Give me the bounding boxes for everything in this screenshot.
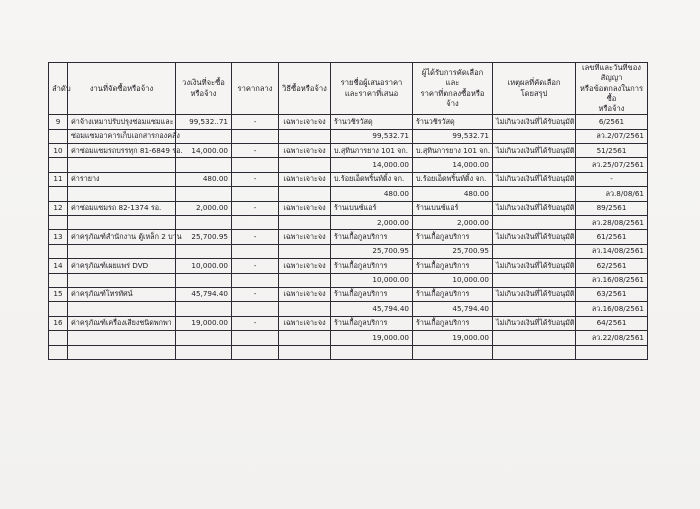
row-bidder: บ.ร้อยเอ็ดพริ้นท์ติ้ง จก. (331, 172, 413, 186)
empty-cell (49, 345, 68, 359)
empty-cell (176, 345, 232, 359)
row-bidder: ร้านเกื้อกูลบริการ (331, 287, 413, 301)
header-line: วงเงินที่จะซื้อ (182, 78, 225, 88)
table-body (49, 115, 648, 360)
row-budget: 99,532..71 (176, 115, 232, 129)
row-item: ค่าซ่อมแซมรถบรรทุก 81-6849 รอ. (68, 144, 176, 158)
row-winner: ร้านเกื้อกูลบริการ (413, 259, 493, 273)
row-bid-price: 19,000.00 (331, 331, 413, 345)
row-item-cont (68, 273, 176, 287)
table-row-detail (49, 273, 648, 287)
row-method: เฉพาะเจาะจง (279, 172, 331, 186)
row-median: - (232, 316, 279, 330)
header-line: งานที่จัดซื้อหรือจ้าง (89, 83, 154, 93)
row-win-price: 10,000.00 (413, 273, 493, 287)
table-row (49, 259, 648, 273)
row-reason-blank (493, 273, 576, 287)
row-bidder: ร้านเบนซ์แอร์ (331, 201, 413, 215)
row-bid-price: 2,000.00 (331, 215, 413, 229)
row-contract-date: ลว.14/08/2561 (576, 244, 648, 258)
row-contract-no: - (576, 172, 648, 186)
row-no: 14 (49, 259, 68, 273)
row-reason: ไม่เกินวงเงินที่ได้รับอนุมัติ (493, 172, 576, 186)
col-header-budget (176, 63, 232, 115)
row-winner: ร้านเกื้อกูลบริการ (413, 230, 493, 244)
row-median: - (232, 287, 279, 301)
row-bid-price: 45,794.40 (331, 302, 413, 316)
row-contract-no: 6/2561 (576, 115, 648, 129)
row-method-blank (279, 129, 331, 143)
row-budget: 10,000.00 (176, 259, 232, 273)
row-method-blank (279, 158, 331, 172)
row-no-blank (49, 244, 68, 258)
row-contract-no: 62/2561 (576, 259, 648, 273)
row-item-cont (68, 215, 176, 229)
row-item-cont (68, 302, 176, 316)
row-bid-price: 10,000.00 (331, 273, 413, 287)
row-budget: 2,000.00 (176, 201, 232, 215)
table-row (49, 201, 648, 215)
row-item-cont (68, 187, 176, 201)
table-row (49, 316, 648, 330)
empty-cell (279, 345, 331, 359)
row-method: เฉพาะเจาะจง (279, 201, 331, 215)
row-no-blank (49, 302, 68, 316)
table-row-detail (49, 187, 648, 201)
empty-cell (232, 345, 279, 359)
row-win-price: 2,000.00 (413, 215, 493, 229)
row-bid-price: 480.00 (331, 187, 413, 201)
row-win-price: 19,000.00 (413, 331, 493, 345)
row-budget-blank (176, 215, 232, 229)
col-header-reason (493, 63, 576, 115)
row-method-blank (279, 302, 331, 316)
header-line: หรือข้อตกลงในการซื้อ (579, 83, 644, 103)
table-row-detail (49, 215, 648, 229)
row-budget: 25,700.95 (176, 230, 232, 244)
table-row (49, 230, 648, 244)
col-header-median (232, 63, 279, 115)
row-median-blank (232, 302, 279, 316)
row-method: เฉพาะเจาะจง (279, 230, 331, 244)
row-bid-price: 25,700.95 (331, 244, 413, 258)
col-header-contract (576, 63, 648, 115)
row-bidder: ร้านเกื้อกูลบริการ (331, 316, 413, 330)
row-bidder: ร้านเกื้อกูลบริการ (331, 259, 413, 273)
row-reason: ไม่เกินวงเงินที่ได้รับอนุมัติ (493, 201, 576, 215)
table-row-detail (49, 244, 648, 258)
row-item: ค่าครุภัณฑ์โทรทัศน์ (68, 287, 176, 301)
table-row (49, 287, 648, 301)
row-bidder: บ.สุทินการยาง 101 จก. (331, 144, 413, 158)
row-no-blank (49, 187, 68, 201)
table-row-detail (49, 302, 648, 316)
header-line: ราคากลาง (237, 83, 273, 93)
row-contract-no: 51/2561 (576, 144, 648, 158)
row-method: เฉพาะเจาะจง (279, 144, 331, 158)
row-median: - (232, 259, 279, 273)
col-header-winner (413, 63, 493, 115)
table-row-detail (49, 158, 648, 172)
procurement-table (48, 62, 648, 360)
row-bid-price: 14,000.00 (331, 158, 413, 172)
row-winner: บ.ร้อยเอ็ดพริ้นท์ติ้ง จก. (413, 172, 493, 186)
row-reason: ไม่เกินวงเงินที่ได้รับอนุมัติ (493, 144, 576, 158)
table-row (49, 115, 648, 129)
header-line: เหตุผลที่คัดเลือก (507, 78, 561, 88)
row-budget-blank (176, 187, 232, 201)
row-method-blank (279, 331, 331, 345)
row-item-cont (68, 331, 176, 345)
empty-cell (576, 345, 648, 359)
row-contract-no: 61/2561 (576, 230, 648, 244)
row-reason-blank (493, 331, 576, 345)
empty-cell (413, 345, 493, 359)
row-no: 15 (49, 287, 68, 301)
empty-cell (493, 345, 576, 359)
row-budget: 480.00 (176, 172, 232, 186)
row-budget-blank (176, 129, 232, 143)
row-reason-blank (493, 244, 576, 258)
row-no: 13 (49, 230, 68, 244)
row-budget-blank (176, 331, 232, 345)
row-item: ค่าครุภัณฑ์สำนักงาน ตู้เหล็ก 2 บาน (68, 230, 176, 244)
row-item-cont (68, 244, 176, 258)
row-no-blank (49, 129, 68, 143)
row-contract-date: ลว.2/07/2561 (576, 129, 648, 143)
row-median: - (232, 172, 279, 186)
row-no-blank (49, 215, 68, 229)
row-reason: ไม่เกินวงเงินที่ได้รับอนุมัติ (493, 259, 576, 273)
row-winner: ร้านวชิรวัสดุ (413, 115, 493, 129)
row-winner: ร้านเกื้อกูลบริการ (413, 316, 493, 330)
row-reason: ไม่เกินวงเงินที่ได้รับอนุมัติ (493, 316, 576, 330)
empty-cell (68, 345, 176, 359)
row-method: เฉพาะเจาะจง (279, 259, 331, 273)
row-median-blank (232, 331, 279, 345)
row-contract-date: ลว.16/08/2561 (576, 273, 648, 287)
row-winner: ร้านเกื้อกูลบริการ (413, 287, 493, 301)
row-reason: ไม่เกินวงเงินที่ได้รับอนุมัติ (493, 115, 576, 129)
row-item: ค่าครุภัณฑ์เผยแพร่ DVD (68, 259, 176, 273)
row-contract-no: 89/2561 (576, 201, 648, 215)
row-contract-date: ลว.22/08/2561 (576, 331, 648, 345)
row-no-blank (49, 158, 68, 172)
row-win-price: 45,794.40 (413, 302, 493, 316)
row-no: 10 (49, 144, 68, 158)
col-header-method (279, 63, 331, 115)
row-median: - (232, 115, 279, 129)
header-line: หรือจ้าง (190, 88, 217, 98)
row-budget-blank (176, 273, 232, 287)
header-line: ผู้ได้รับการคัดเลือกและ (421, 68, 484, 88)
row-median: - (232, 201, 279, 215)
row-no-blank (49, 331, 68, 345)
col-header-bidder (331, 63, 413, 115)
row-no: 16 (49, 316, 68, 330)
row-median-blank (232, 215, 279, 229)
row-budget-blank (176, 244, 232, 258)
header-line: หรือจ้าง (598, 104, 625, 113)
row-item: ค่าซ่อมแซมรถ 82-1374 รอ. (68, 201, 176, 215)
row-contract-date: ลว.8/08/61 (576, 187, 648, 201)
row-median-blank (232, 158, 279, 172)
row-median: - (232, 230, 279, 244)
row-reason-blank (493, 129, 576, 143)
header-line: โดยสรุป (520, 88, 548, 98)
row-winner: ร้านเบนซ์แอร์ (413, 201, 493, 215)
row-median-blank (232, 129, 279, 143)
row-reason-blank (493, 158, 576, 172)
row-bidder: ร้านวชิรวัสดุ (331, 115, 413, 129)
header-line: และราคาที่เสนอ (344, 88, 399, 98)
row-reason: ไม่เกินวงเงินที่ได้รับอนุมัติ (493, 230, 576, 244)
row-contract-no: 63/2561 (576, 287, 648, 301)
row-method: เฉพาะเจาะจง (279, 287, 331, 301)
col-header-item (68, 63, 176, 115)
empty-cell (331, 345, 413, 359)
row-budget-blank (176, 158, 232, 172)
row-bid-price: 99,532.71 (331, 129, 413, 143)
row-method-blank (279, 273, 331, 287)
row-budget-blank (176, 302, 232, 316)
row-no: 12 (49, 201, 68, 215)
table-row-detail (49, 331, 648, 345)
row-no-blank (49, 273, 68, 287)
header-line: รายชื่อผู้เสนอราคา (340, 78, 403, 88)
row-win-price: 25,700.95 (413, 244, 493, 258)
col-header-no (49, 63, 71, 115)
row-method: เฉพาะเจาะจง (279, 316, 331, 330)
row-no: 11 (49, 172, 68, 186)
row-item: ค่าครุภัณฑ์เครื่องเสียงชนิดพกพา (68, 316, 176, 330)
row-item: ค่าจ้างเหมาปรับปรุงซ่อมแซมและ (68, 115, 176, 129)
row-reason: ไม่เกินวงเงินที่ได้รับอนุมัติ (493, 287, 576, 301)
header-line: เลขที่และวันที่ของสัญญา (582, 63, 641, 83)
row-budget: 45,794.40 (176, 287, 232, 301)
table-row (49, 144, 648, 158)
row-contract-no: 64/2561 (576, 316, 648, 330)
row-no: 9 (49, 115, 68, 129)
table-row (49, 172, 648, 186)
table-row-empty (49, 345, 648, 359)
row-item-cont: ซ่อมแซมอาคารเก็บเอกสารกองคลัง (68, 129, 176, 143)
row-method-blank (279, 215, 331, 229)
row-item: ค่ารายาง (68, 172, 176, 186)
row-win-price: 480.00 (413, 187, 493, 201)
row-contract-date: ลว.28/08/2561 (576, 215, 648, 229)
row-median-blank (232, 187, 279, 201)
row-median-blank (232, 244, 279, 258)
row-budget: 14,000.00 (176, 144, 232, 158)
row-win-price: 14,000.00 (413, 158, 493, 172)
row-budget: 19,000.00 (176, 316, 232, 330)
row-win-price: 99,532.71 (413, 129, 493, 143)
header-row (49, 63, 648, 115)
row-item-cont (68, 158, 176, 172)
row-method-blank (279, 244, 331, 258)
table-row-detail (49, 129, 648, 143)
row-bidder: ร้านเกื้อกูลบริการ (331, 230, 413, 244)
row-median-blank (232, 273, 279, 287)
header-line: ราคาที่ตกลงซื้อหรือจ้าง (420, 88, 485, 108)
row-reason-blank (493, 302, 576, 316)
row-contract-date: ลว.16/08/2561 (576, 302, 648, 316)
header-line: ลำดับ (52, 83, 71, 93)
row-reason-blank (493, 187, 576, 201)
row-median: - (232, 144, 279, 158)
row-method: เฉพาะเจาะจง (279, 115, 331, 129)
row-reason-blank (493, 215, 576, 229)
row-method-blank (279, 187, 331, 201)
header-line: วิธีซื้อหรือจ้าง (282, 83, 327, 93)
row-contract-date: ลว.25/07/2561 (576, 158, 648, 172)
row-winner: บ.สุทินการยาง 101 จก. (413, 144, 493, 158)
